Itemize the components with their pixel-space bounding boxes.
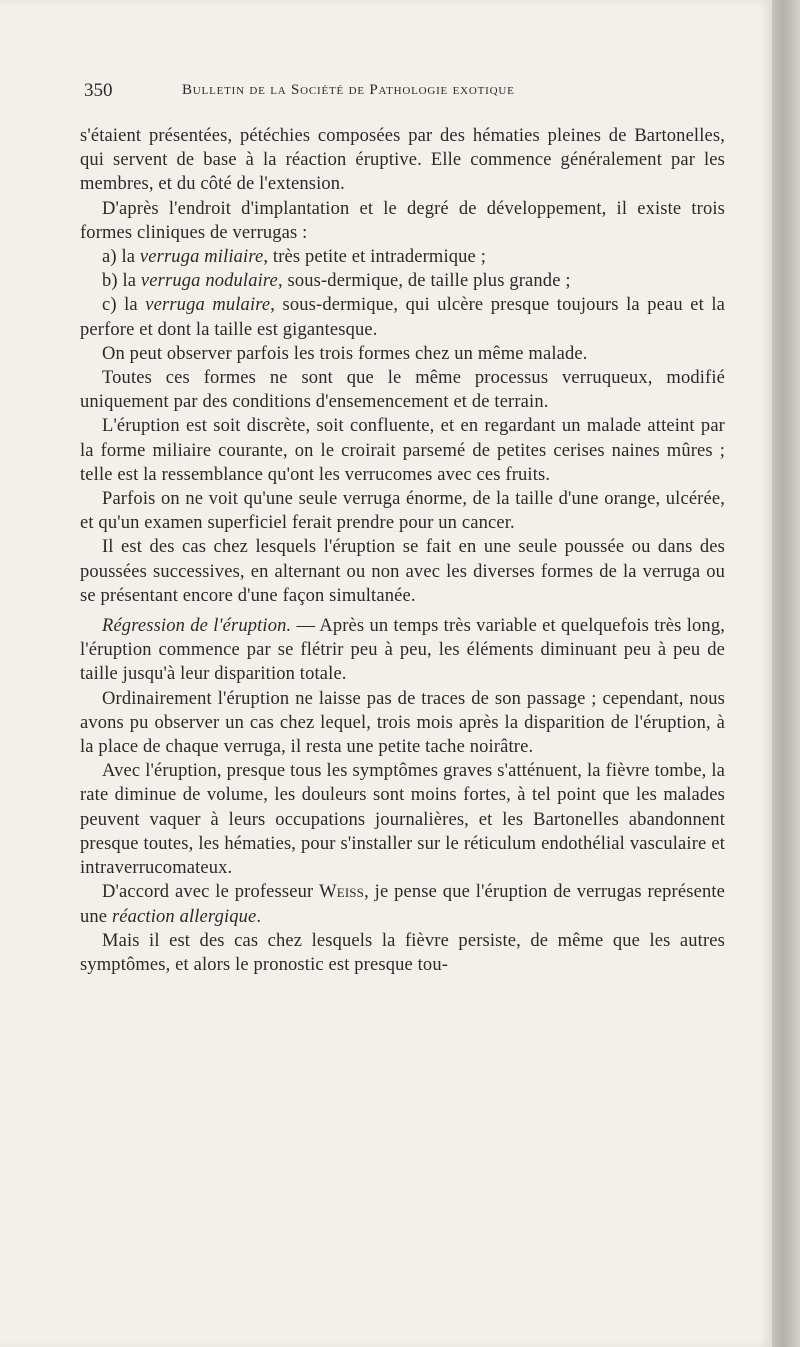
paragraph-eruption-type: L'éruption est soit discrète, soit confluente, et en regardant un malade atteint par la forme miliaire courante, on le croirait parsemé de petites cerises naines mûres ; telle est la ressemblance qu'ont les verrucomes avec ces fruits.	[80, 416, 725, 485]
book-gutter-edge	[772, 0, 800, 1347]
paragraph-forms-intro: D'après l'endroit d'implantation et le degré de développement, il existe trois formes cliniques de verrugas :	[80, 198, 725, 243]
list-item-nodulaire: b) la verruga nodulaire, sous-dermique, de taille plus grande ;	[102, 271, 571, 292]
paragraph-successive-pushes: Il est des cas chez lesquels l'éruption se fait en une seule poussée ou dans des poussées successives, en alternant ou non avec les diverses formes de la verruga ou se présentant encore d'une façon simultanée.	[80, 537, 725, 606]
term-verruga-miliaire: verruga miliaire	[139, 247, 264, 268]
running-title: Bulletin de la Société de Pathologie exotique	[182, 82, 515, 98]
author-name-weiss: Weiss	[319, 882, 365, 903]
paragraph-regression: Régression de l'éruption. — Après un temps très variable et quelquefois très long, l'éruption commence par se flétrir peu à peu, les éléments diminuant peu à peu de taille jusqu'à leur disparition totale.	[80, 616, 725, 685]
section-heading-regression: Régression de l'éruption.	[102, 616, 292, 637]
page-number: 350	[84, 80, 113, 101]
paragraph-single-verruga: Parfois on ne voit qu'une seule verruga énorme, de la taille d'une orange, ulcérée, et qu'un examen superficiel ferait prendre pour un cancer.	[80, 489, 725, 534]
list-item-miliaire: a) la verruga miliaire, très petite et intradermique ;	[102, 247, 486, 268]
term-reaction-allergique: réaction allergique	[111, 906, 257, 927]
paragraph-allergic-reaction: D'accord avec le professeur Weiss, je pense que l'éruption de verrugas représente une réaction allergique.	[80, 882, 725, 927]
paragraph-three-forms: On peut observer parfois les trois formes chez un même malade.	[102, 343, 588, 364]
body-text	[80, 124, 725, 977]
paragraph-traces: Ordinairement l'éruption ne laisse pas de traces de son passage ; cependant, nous avons pu observer un cas chez lequel, trois mois après la disparition de l'éruption, à la place de chaque verruga, il resta une petite tache noirâtre.	[80, 688, 725, 758]
paragraph-continuation: s'étaient présentées, pétéchies composées par des hématies pleines de Bartonelles, qui servent de base à la réaction éruptive. Elle commence généralement par les membres, et du côté de l'extension.	[80, 126, 725, 195]
paragraph-prognosis: Mais il est des cas chez lesquels la fièvre persiste, de même que les autres symptômes, et alors le pronostic est presque tou-	[80, 930, 725, 975]
list-item-mulaire: c) la verruga mulaire, sous-dermique, qui ulcère presque toujours la peau et la perfore et dont la taille est gigantesque.	[80, 295, 725, 340]
paragraph-symptoms: Avec l'éruption, presque tous les symptômes graves s'atténuent, la fièvre tombe, la rate diminue de volume, les douleurs sont moins fortes, à tel point que les malades peuvent vaquer à leurs occupations journalières, et les Bartonelles abandonnent presque toutes, les hématies, pour s'installer sur le réticulum endothélial vasculaire et intraverrucomateux.	[80, 761, 725, 879]
term-verruga-nodulaire: verruga nodulaire	[140, 271, 278, 292]
page-header	[84, 80, 724, 106]
paragraph-same-process: Toutes ces formes ne sont que le même processus verruqueux, modifié uniquement par des conditions d'ensemencement et de terrain.	[80, 368, 725, 413]
term-verruga-mulaire: verruga mulaire	[145, 295, 271, 316]
